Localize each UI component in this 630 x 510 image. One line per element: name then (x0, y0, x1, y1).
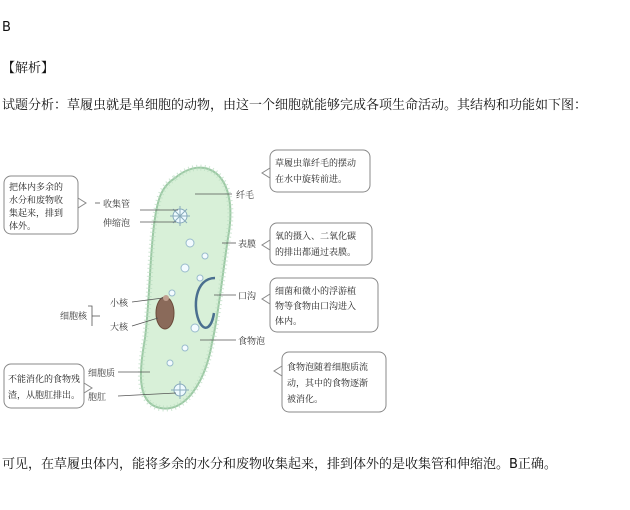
svg-text:草履虫靠纤毛的摆动: 草履虫靠纤毛的摆动 (275, 159, 357, 169)
svg-text:物等食物由口沟进入: 物等食物由口沟进入 (275, 302, 357, 312)
svg-text:细菌和微小的浮游植: 细菌和微小的浮游植 (275, 287, 357, 297)
svg-text:食物泡随着细胞质流: 食物泡随着细胞质流 (287, 363, 369, 373)
svg-text:的排出都通过表膜。: 的排出都通过表膜。 (275, 248, 357, 258)
label-collecting-tube: 收集管 (103, 200, 131, 210)
conclusion: 可见，在草履虫体内，能将多余的水分和废物收集起来，排到体外的是收集管和伸缩泡。B正确。 (2, 457, 557, 472)
callout-undigested (4, 364, 92, 408)
callout-cilia (262, 150, 370, 192)
label-nucleus: 细胞核 (60, 312, 88, 322)
paramecium-diagram (0, 128, 630, 428)
callout-excretion (4, 176, 86, 234)
callout-membrane (262, 223, 372, 265)
paramecium-body (141, 168, 231, 409)
contractile-vacuole-top (170, 206, 190, 226)
svg-text:水分和废物收: 水分和废物收 (9, 196, 64, 206)
analysis-heading: 【解析】 (2, 61, 55, 76)
svg-text:体外。: 体外。 (9, 222, 37, 232)
svg-text:渣，从胞肛排出。: 渣，从胞肛排出。 (8, 391, 81, 401)
label-micronucleus: 小核 (110, 299, 129, 309)
label-oral-groove: 口沟 (238, 292, 257, 302)
label-cilia: 纤毛 (236, 191, 255, 201)
callout-oral-groove (262, 278, 378, 332)
svg-text:集起来，排到: 集起来，排到 (9, 209, 64, 219)
callout-food-vacuole (274, 352, 386, 412)
svg-text:在水中旋转前进。: 在水中旋转前进。 (275, 175, 348, 185)
micronucleus (163, 295, 169, 301)
svg-text:被消化。: 被消化。 (287, 395, 324, 405)
svg-text:不能消化的食物残: 不能消化的食物残 (8, 375, 81, 385)
svg-text:动，其中的食物逐渐: 动，其中的食物逐渐 (287, 379, 369, 389)
svg-text:氧的摄入、二氧化碳: 氧的摄入、二氧化碳 (275, 232, 357, 242)
label-membrane: 表膜 (238, 240, 257, 250)
answer-letter: B (2, 20, 11, 35)
label-contractile-vacuole: 伸缩泡 (103, 219, 131, 229)
label-cytoplasm: 细胞质 (88, 369, 116, 379)
label-anal-pore: 胞肛 (88, 393, 107, 403)
svg-text:体内。: 体内。 (275, 317, 303, 327)
label-macronucleus: 大核 (110, 323, 129, 333)
analysis-intro: 试题分析：草履虫就是单细胞的动物，由这一个细胞就能够完成各项生命活动。其结构和功能如下图： (2, 98, 588, 113)
label-food-vacuole: 食物泡 (238, 337, 266, 347)
svg-text:把体内多余的: 把体内多余的 (9, 183, 64, 193)
macronucleus (156, 297, 174, 329)
